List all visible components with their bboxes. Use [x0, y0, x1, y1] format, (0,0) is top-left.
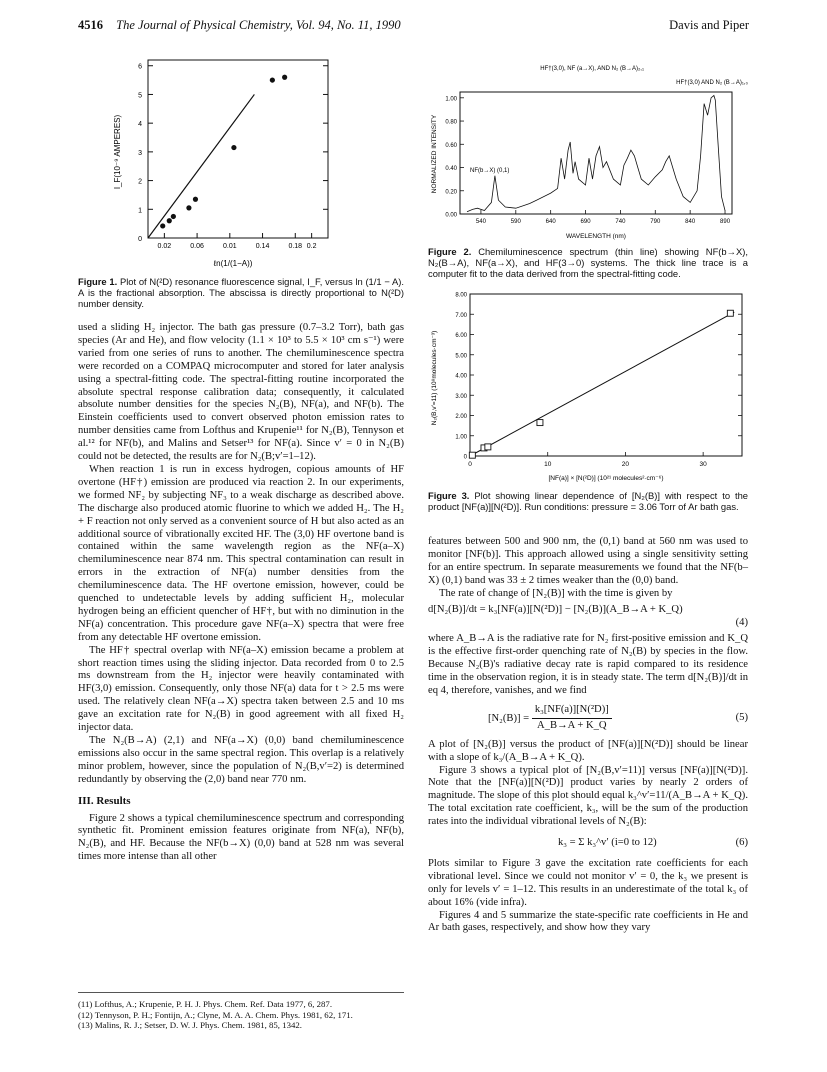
fig3-ytick-label: 2.00 — [455, 414, 467, 420]
fig2-xtick-label: 690 — [580, 219, 591, 225]
fig1-ytick-label: 0 — [138, 236, 142, 243]
fig1-data-point — [167, 218, 172, 223]
fig3-frame — [470, 294, 742, 456]
figure-2-caption — [428, 246, 748, 279]
fig3-data-point — [485, 444, 491, 450]
equation-5-numerator: k₃[NF(a)][N(²D)] — [532, 704, 612, 719]
reference-12: (12) Tennyson, P. H.; Fontijn, A.; Clyne, M. A. A. Chem. Phys. 1981, 62, 171. — [78, 1009, 353, 1020]
fig1-xlabel: ℓn(1/(1−A)) — [213, 259, 253, 268]
right-paragraph-2: The rate of change of [N₂(B)] with the time is given by — [439, 587, 673, 599]
equation-4-number-row — [428, 617, 748, 630]
fig1-xtick-label: 0.06 — [190, 243, 204, 250]
fig2-xtick-label: 890 — [720, 219, 731, 225]
fig1-data-point — [231, 145, 236, 150]
equation-4 — [428, 604, 748, 617]
figure-3-label: Figure 3. — [428, 490, 470, 501]
figure-3-caption — [428, 490, 748, 512]
fig1-xtick-label: 0.01 — [223, 243, 237, 250]
equation-5-number: (5) — [735, 711, 748, 723]
right-paragraph-5: Figure 3 shows a typical plot of [N₂(B,v′=11)] versus [NF(a)][N(²D)]. Note that the [NF(a)][N(²D)] product varies by nearly 2 orders of magnitude. The slope of this plot should equal k₃^v′=11/(A_B→A + K_Q). The total excitation rate coefficient, k₃, will be the sum of the production rates into the individual vibrational levels of N₂(B): — [428, 764, 748, 828]
fig2-ylabel: NORMALIZED INTENSITY — [431, 114, 438, 194]
figure-2-plot — [426, 44, 751, 244]
fig3-data-point — [727, 310, 733, 316]
fig1-xtick-label: 0.02 — [157, 243, 172, 250]
fig1-data-point — [160, 223, 165, 228]
fig1-data-point — [193, 197, 198, 202]
fig1-data-point — [282, 75, 287, 80]
equation-5-denominator: A_B→A + K_Q — [537, 719, 607, 731]
fig2-xtick-label: 590 — [510, 219, 521, 225]
fig3-ylabel: N₂(B,v′=11) (10⁸molecules·cm⁻³) — [431, 330, 438, 426]
figure-1-caption-text: Plot of N(²D) resonance fluorescence signal, I_F, versus ln (1/1 − A). A is the fractional absorption. The abscissa is directly proportional to N(²D) number density. — [78, 276, 404, 310]
fig2-xtick-label: 640 — [545, 219, 556, 225]
right-paragraph-3: where A_B→A is the radiative rate for N₂ first-positive emission and K_Q is the effective first-order quenching rate of N₂(B) by species in the flow. Because N₂(B)'s radiative decay rate is rapid compared to its residence time in the observation region, it is in steady state. The term d[N₂(B)]/dt in eq 4, therefore, vanishes, and we find — [428, 633, 748, 696]
fig3-ytick-label: 1.00 — [455, 434, 467, 441]
fig3-ytick-label: 5.00 — [455, 353, 467, 360]
fig3-ytick-label: 0 — [463, 454, 467, 461]
fig2-ytick-label: 0.20 — [445, 189, 457, 196]
fig1-ylabel: I_F(10⁻⁹ AMPERES) — [113, 114, 122, 190]
fig3-xlabel: [NF(a)] × [N(²D)] (10²¹ molecules²·cm⁻⁶) — [548, 475, 664, 482]
reference-11: (11) Lofthus, A.; Krupenie, P. H. J. Phys. Chem. Ref. Data 1977, 6, 287. — [78, 999, 333, 1009]
fig3-ytick-label: 7.00 — [455, 312, 467, 319]
fig3-ytick-label: 3.00 — [455, 393, 467, 400]
equation-5 — [428, 704, 748, 733]
right-paragraph-6: Plots similar to Figure 3 gave the excitation rate coefficients for each vibrational level. Since we could not monitor v′ = 0, the k₃ we present is only for levels v′ = 1–12. This results in an underestimate of the total k₃ of about 16% (vide infra). — [428, 857, 748, 908]
left-paragraph-3: The HF† spectral overlap with NF(a–X) emission became a problem at short reaction times using the sliding injector. Data recorded from 0 to 2.5 ms downstream from the H₂ injector were heavily contaminated with HF(3,0) emission. Consequently, only those NF(a) data for t > 2.5 ms were used. The relatively clean NF(a→X) spectra taken between 2.5 and 10 ms gave an excitation rate for N₂(B) in good agreement with all fixed H₂ injector data. — [78, 644, 404, 734]
fig2-annot-nfb: NF(b→X) (0,1) — [470, 168, 510, 174]
fig3-xtick-label: 20 — [621, 461, 630, 468]
equation-6-number: (6) — [735, 837, 748, 849]
fig3-data-point — [469, 452, 475, 458]
fig3-xtick-label: 0 — [468, 461, 472, 468]
fig3-data-point — [537, 420, 543, 426]
fig1-xtick-label: 0.18 — [288, 243, 303, 250]
left-paragraph-4: The N₂(B→A) (2,1) and NF(a→X) (0,0) band chemiluminescence emissions also occur in the same spectral region. This overlap is a relatively minor problem, however, since the population of N₂(B,v′=2) is determined redundantly by observing the (2,0) band near 770 nm. — [78, 735, 404, 785]
fig3-ytick-label: 4.00 — [455, 373, 467, 380]
journal-title: The Journal of Physical Chemistry, Vol. 94, No. 11, 1990 — [116, 18, 401, 32]
fig3-ytick-label: 8.00 — [455, 292, 467, 299]
fig3-fit-line — [470, 312, 734, 456]
left-paragraph-1: used a sliding H₂ injector. The bath gas pressure (0.7–3.2 Torr), bath gas species (Ar and He), and flow velocity (1.1 × 10³ to 5.5 × 10³ cm s⁻¹) were varied from one series of runs to another. The chemiluminescence spectra were recorded on a COMPAQ microcomputer and stored for later analysis using a spectral-fitting code. The spectral-fitting routine incorporated the absolute spectral response calibration data; consequently, it calculated absolute number densities for the species N₂(B), NF(a), and NF(b). The Einstein coefficients used to convert observed photon emission rates to number densities came from Lofthus and Krupenie¹¹ for N₂(B), Tennyson et al.¹² for NF(b), and Malins and Setser¹³ for NF(a). Since v′ = 0 in N₂(B) could not be detected, the results are for N₂(B;v′=1–12). — [78, 322, 404, 463]
fig2-ytick-label: 0.80 — [445, 119, 457, 126]
fig3-xtick-label: 30 — [699, 461, 707, 468]
fig1-ytick-label: 1 — [138, 207, 142, 215]
left-paragraph-2: When reaction 1 is run in excess hydrogen, copious amounts of HF overtone (HF†) emission are produced via reaction 2. In our experiments, we formed NF₂ by subjecting NF₃ to a weak discharge as described above. The discharge also produced atomic fluorine to which we added H₂. The H₂ + F reaction not only served as a convenient source of H but also acted as an additional source of vibrationally excited HF. The (3,0) HF overtone band is contained within the same wavelength region as the NF(a–X) chemiluminescence near 874 nm. This spectral contamination can result in errors in the extraction of NF(a) number densities from the chemiluminescence data. The HF overtone emission, however, could be quenched to undetectable levels by adding sufficient H₂, molecular hydrogen being an efficient quencher of HF†, but with no diminution in the NF(a) concentration. This procedure gave NF(a–X) spectra that were free from any detectable HF overtone emission. — [78, 463, 404, 643]
right-column — [428, 536, 748, 935]
fig1-fit-line — [148, 94, 254, 238]
fig1-xtick-label: 0.2 — [306, 243, 317, 250]
fig2-annot-top2: HF†(3,0) AND N₂ (B→A)₁,₀ — [676, 80, 748, 86]
fig1-xtick-label: 0.14 — [255, 243, 270, 250]
reference-13: (13) Malins, R. J.; Setser, D. W. J. Phys. Chem. 1981, 85, 1342. — [78, 1020, 302, 1031]
page-header — [78, 18, 749, 36]
fig2-ytick-label: 0.00 — [445, 212, 457, 219]
fig2-frame — [460, 92, 732, 214]
figure-2-label: Figure 2. — [428, 246, 472, 257]
fig2-ytick-label: 0.40 — [445, 166, 457, 173]
fig3-xtick-label: 10 — [544, 461, 552, 468]
figure-3-plot — [426, 288, 751, 488]
right-paragraph-7: Figures 4 and 5 summarize the state-specific rate coefficients in He and Ar bath gases, respectively, and show how they vary — [428, 909, 748, 934]
section-heading-results: III. Results — [78, 794, 131, 807]
running-authors: Davis and Piper — [669, 18, 749, 32]
left-paragraph-5: Figure 2 shows a typical chemiluminescence spectrum and corresponding synthetic fit. Prominent emission features originate from NF(a), NF(b), N₂(B), and HF. Because the NF(b→X) (0,0) band at 528 nm was several times more intense than all other — [78, 812, 404, 863]
fig2-spectrum-line — [467, 96, 725, 212]
fig2-xlabel: WAVELENGTH (nm) — [566, 233, 626, 240]
fig2-ytick-label: 0.60 — [445, 142, 457, 149]
page-number: 4516 — [78, 18, 103, 32]
fig2-xtick-label: 740 — [615, 219, 626, 225]
fig1-data-point — [171, 214, 176, 219]
figure-2-caption-text: Chemiluminescence spectrum (thin line) showing NF(b→X), N₂(B→A), NF(a→X), and HF(3→0) systems. The thick line trace is a computer fit to the data derived from the spectral-fitting code. — [428, 246, 748, 280]
fig2-ytick-label: 1.00 — [445, 96, 457, 103]
figure-1-caption — [78, 276, 404, 309]
fig1-frame — [148, 60, 328, 238]
equation-5-lhs: [N₂(B)] = — [488, 712, 530, 724]
equation-4-body: d[N₂(B)]/dt = k₃[NF(a)][N(²D)] − [N₂(B)](A_B→A + K_Q) — [428, 603, 683, 615]
fig1-ytick-label: 4 — [138, 121, 142, 129]
equation-4-number: (4) — [735, 617, 748, 629]
equation-6-body: k₃ = Σ k₃^v′ (i=0 to 12) — [558, 837, 657, 849]
figure-1-label: Figure 1. — [78, 276, 118, 287]
equation-6 — [428, 837, 748, 850]
fig1-ytick-label: 2 — [138, 178, 142, 186]
fig1-data-point — [270, 77, 275, 82]
fig1-ytick-label: 6 — [138, 63, 142, 71]
figure-3-caption-text: Plot showing linear dependence of [N₂(B)] with respect to the product [NF(a)][N(²D)]. Run conditions: pressure = 3.06 Torr of Ar bath gas. — [428, 490, 748, 513]
left-column — [78, 322, 404, 864]
fig2-xtick-label: 540 — [475, 219, 486, 225]
fig2-xtick-label: 840 — [685, 219, 696, 225]
right-paragraph-1: features between 500 and 900 nm, the (0,1) band at 560 nm was used to monitor [NF(b)]. This approach allowed using a single sensitivity setting for an entire spectrum. In separate measurements we found that the NF(b–X) (0,1) band was 33 ± 2 times weaker than the (0,0) band. — [428, 536, 748, 586]
fig1-ytick-label: 5 — [138, 92, 142, 100]
fig2-xtick-label: 790 — [650, 219, 661, 225]
figure-1-plot — [108, 52, 348, 277]
fig1-ytick-label: 3 — [138, 149, 142, 157]
fig3-ytick-label: 6.00 — [455, 333, 467, 339]
fig1-data-point — [186, 205, 191, 210]
fig2-annot-top1: HF†(3,0), NF (a→X), AND N₂ (B→A)₂,₁ — [540, 66, 644, 72]
references — [78, 992, 404, 1031]
right-paragraph-4: A plot of [N₂(B)] versus the product of [NF(a)][N(²D)] should be linear with a slope of k₃/(A_B→A + K_Q). — [428, 738, 748, 763]
equation-5-fraction — [532, 704, 612, 733]
